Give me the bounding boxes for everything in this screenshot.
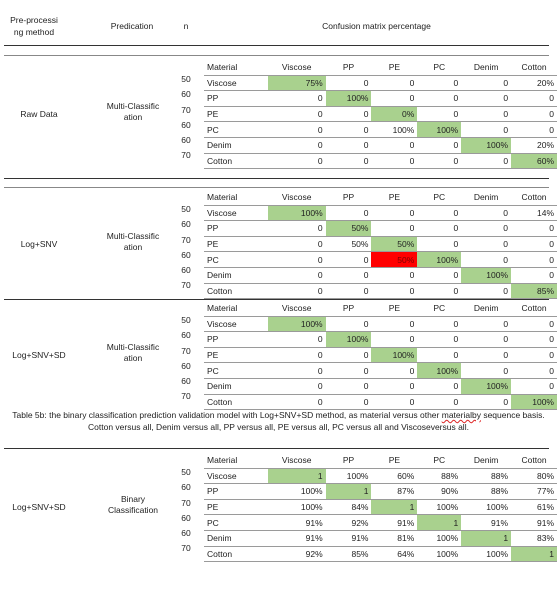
matrix-cell: 20% bbox=[511, 137, 557, 153]
matrix-cell: 0 bbox=[268, 137, 326, 153]
table-header-row bbox=[204, 301, 557, 316]
table-row bbox=[204, 515, 557, 531]
sample-count: 60 bbox=[181, 119, 191, 130]
matrix-cell: 0 bbox=[326, 252, 372, 268]
sample-count: 60 bbox=[181, 482, 191, 493]
material-name: Viscose bbox=[204, 205, 268, 221]
matrix-cell: 80% bbox=[511, 468, 557, 484]
predication-label: Multi-Classific ation bbox=[106, 231, 160, 253]
sample-count: 50 bbox=[181, 467, 191, 478]
matrix-cell: 0 bbox=[417, 236, 461, 252]
matrix-cell: 0 bbox=[511, 316, 557, 332]
table-row bbox=[204, 316, 557, 332]
column-header: PC bbox=[417, 190, 461, 205]
table-row bbox=[204, 468, 557, 484]
matrix-cell: 0 bbox=[326, 122, 372, 138]
matrix-cell: 0 bbox=[371, 267, 417, 283]
matrix-cell: 0 bbox=[461, 122, 511, 138]
method-label: Raw Data bbox=[20, 109, 58, 120]
caption-text-1: Table 5b: the binary classification prediction validation model with Log+SNV+SD method, as material versus other bbox=[12, 410, 442, 420]
material-name: PC bbox=[204, 252, 268, 268]
matrix-cell: 100% bbox=[417, 252, 461, 268]
column-header: PE bbox=[371, 60, 417, 75]
matrix-cell: 0 bbox=[268, 91, 326, 107]
matrix-cell: 0 bbox=[417, 283, 461, 299]
matrix-cell: 0 bbox=[511, 378, 557, 394]
matrix-cell: 0 bbox=[511, 332, 557, 348]
column-header: Denim bbox=[461, 190, 511, 205]
caption-text-2: sequence basis. Cotton versus all, Denim versus all, PP versus all, PE versus all, PC versus all and Viscoseversus all. bbox=[88, 410, 545, 432]
matrix-cell: 0 bbox=[371, 221, 417, 237]
matrix-cell: 0 bbox=[511, 252, 557, 268]
matrix-cell: 0 bbox=[417, 267, 461, 283]
matrix-cell: 85% bbox=[511, 283, 557, 299]
matrix-cell: 92% bbox=[268, 546, 326, 562]
matrix-cell: 0 bbox=[371, 205, 417, 221]
material-name: PE bbox=[204, 236, 268, 252]
matrix-cell: 91% bbox=[371, 515, 417, 531]
predication-label: Multi-Classific ation bbox=[106, 101, 160, 123]
column-header: Denim bbox=[461, 301, 511, 316]
table-row bbox=[204, 267, 557, 283]
matrix-cell: 100% bbox=[417, 530, 461, 546]
matrix-cell: 100% bbox=[268, 484, 326, 500]
column-header: Cotton bbox=[511, 301, 557, 316]
table-header-row bbox=[204, 190, 557, 205]
matrix-cell: 0 bbox=[371, 283, 417, 299]
sample-count: 70 bbox=[181, 345, 191, 356]
material-name: Denim bbox=[204, 137, 268, 153]
table-row bbox=[204, 363, 557, 379]
matrix-cell: 0 bbox=[417, 91, 461, 107]
column-header: PE bbox=[371, 190, 417, 205]
matrix-cell: 0 bbox=[326, 347, 372, 363]
sample-count: 50 bbox=[181, 204, 191, 215]
matrix-cell: 0 bbox=[268, 378, 326, 394]
matrix-cell: 0 bbox=[268, 221, 326, 237]
column-header: PE bbox=[371, 301, 417, 316]
matrix-cell: 0 bbox=[268, 332, 326, 348]
matrix-cell: 50% bbox=[326, 236, 372, 252]
material-name: PE bbox=[204, 499, 268, 515]
column-header: Material bbox=[204, 453, 268, 468]
matrix-cell: 0 bbox=[461, 363, 511, 379]
material-name: Denim bbox=[204, 267, 268, 283]
matrix-cell: 0 bbox=[268, 283, 326, 299]
matrix-cell: 0 bbox=[371, 75, 417, 91]
material-name: Cotton bbox=[204, 153, 268, 169]
method-label: Log+SNV+SD bbox=[12, 502, 66, 513]
header-predication: Predication bbox=[110, 21, 154, 31]
sample-count: 60 bbox=[181, 89, 191, 100]
sample-count: 70 bbox=[181, 391, 191, 402]
table-row bbox=[204, 153, 557, 169]
matrix-cell: 100% bbox=[326, 91, 372, 107]
column-header: PP bbox=[326, 453, 372, 468]
matrix-cell: 0 bbox=[461, 347, 511, 363]
matrix-cell: 0% bbox=[371, 106, 417, 122]
matrix-cell: 60% bbox=[371, 468, 417, 484]
matrix-cell: 81% bbox=[371, 530, 417, 546]
matrix-cell: 0 bbox=[461, 283, 511, 299]
block-divider-1 bbox=[4, 178, 549, 179]
matrix-cell: 64% bbox=[371, 546, 417, 562]
predication-label: Multi-Classific ation bbox=[106, 342, 160, 364]
matrix-cell: 100% bbox=[461, 499, 511, 515]
caption-underlined-word: materialby bbox=[441, 410, 481, 420]
matrix-cell: 60% bbox=[511, 153, 557, 169]
sample-count: 60 bbox=[181, 512, 191, 523]
method-label: Log+SNV+SD bbox=[12, 350, 66, 361]
sample-count: 70 bbox=[181, 234, 191, 245]
table-row bbox=[204, 499, 557, 515]
matrix-cell: 0 bbox=[461, 252, 511, 268]
matrix-cell: 100% bbox=[417, 499, 461, 515]
matrix-cell: 91% bbox=[268, 515, 326, 531]
matrix-cell: 0 bbox=[371, 153, 417, 169]
matrix-cell: 0 bbox=[371, 378, 417, 394]
matrix-cell: 100% bbox=[417, 546, 461, 562]
table-row bbox=[204, 378, 557, 394]
matrix-cell: 92% bbox=[326, 515, 372, 531]
matrix-cell: 1 bbox=[417, 515, 461, 531]
material-name: Denim bbox=[204, 378, 268, 394]
matrix-cell: 0 bbox=[461, 106, 511, 122]
column-header: PC bbox=[417, 60, 461, 75]
material-name: Cotton bbox=[204, 546, 268, 562]
material-name: PP bbox=[204, 332, 268, 348]
column-header: PP bbox=[326, 60, 372, 75]
matrix-cell: 88% bbox=[461, 484, 511, 500]
sample-count: 60 bbox=[181, 376, 191, 386]
table-row bbox=[204, 137, 557, 153]
matrix-cell: 100% bbox=[268, 316, 326, 332]
material-name: PP bbox=[204, 91, 268, 107]
matrix-cell: 0 bbox=[268, 153, 326, 169]
column-header: Material bbox=[204, 190, 268, 205]
sample-count: 60 bbox=[181, 360, 191, 371]
matrix-cell: 100% bbox=[417, 363, 461, 379]
matrix-cell: 0 bbox=[511, 91, 557, 107]
column-header: Viscose bbox=[268, 453, 326, 468]
table-row bbox=[204, 484, 557, 500]
matrix-cell: 83% bbox=[511, 530, 557, 546]
header-rule bbox=[4, 45, 549, 46]
matrix-cell: 0 bbox=[326, 378, 372, 394]
table-header-row bbox=[204, 453, 557, 468]
column-header: PC bbox=[417, 453, 461, 468]
matrix-cell: 0 bbox=[511, 106, 557, 122]
column-header: Material bbox=[204, 301, 268, 316]
matrix-cell: 100% bbox=[326, 332, 372, 348]
method-label: Log+SNV bbox=[20, 239, 58, 250]
matrix-cell: 0 bbox=[417, 153, 461, 169]
matrix-cell: 0 bbox=[371, 91, 417, 107]
matrix-cell: 50% bbox=[371, 252, 417, 268]
matrix-cell: 0 bbox=[326, 153, 372, 169]
matrix-cell: 0 bbox=[511, 363, 557, 379]
matrix-cell: 100% bbox=[511, 394, 557, 410]
table-caption bbox=[8, 409, 549, 433]
block-divider-2 bbox=[4, 299, 549, 300]
matrix-cell: 20% bbox=[511, 75, 557, 91]
table-row bbox=[204, 394, 557, 410]
matrix-cell: 0 bbox=[371, 137, 417, 153]
matrix-cell: 100% bbox=[461, 546, 511, 562]
table-header-row bbox=[204, 60, 557, 75]
matrix-cell: 0 bbox=[461, 75, 511, 91]
matrix-cell: 0 bbox=[417, 221, 461, 237]
material-name: PE bbox=[204, 106, 268, 122]
matrix-cell: 0 bbox=[268, 252, 326, 268]
table-row bbox=[204, 106, 557, 122]
matrix-cell: 0 bbox=[417, 316, 461, 332]
header-n: n bbox=[183, 21, 189, 31]
matrix-cell: 0 bbox=[326, 283, 372, 299]
matrix-cell: 0 bbox=[326, 205, 372, 221]
matrix-cell: 100% bbox=[461, 137, 511, 153]
table-row bbox=[204, 91, 557, 107]
sample-count: 70 bbox=[181, 280, 191, 291]
matrix-cell: 61% bbox=[511, 499, 557, 515]
column-header: PP bbox=[326, 301, 372, 316]
matrix-cell: 0 bbox=[417, 394, 461, 410]
matrix-cell: 0 bbox=[461, 205, 511, 221]
column-header: Viscose bbox=[268, 60, 326, 75]
matrix-cell: 0 bbox=[326, 316, 372, 332]
matrix-cell: 1 bbox=[461, 530, 511, 546]
caption-bottom-rule bbox=[4, 448, 549, 449]
matrix-cell: 77% bbox=[511, 484, 557, 500]
column-header: Denim bbox=[461, 453, 511, 468]
sample-count: 70 bbox=[181, 497, 191, 508]
matrix-cell: 0 bbox=[326, 394, 372, 410]
material-name: Cotton bbox=[204, 394, 268, 410]
matrix-cell: 100% bbox=[371, 347, 417, 363]
material-name: PC bbox=[204, 515, 268, 531]
matrix-cell: 0 bbox=[511, 347, 557, 363]
column-header: Material bbox=[204, 60, 268, 75]
matrix-cell: 0 bbox=[417, 347, 461, 363]
matrix-cell: 91% bbox=[511, 515, 557, 531]
matrix-cell: 0 bbox=[461, 236, 511, 252]
matrix-cell: 0 bbox=[268, 106, 326, 122]
column-header: Cotton bbox=[511, 453, 557, 468]
sample-count: 50 bbox=[181, 315, 191, 326]
matrix-cell: 0 bbox=[461, 153, 511, 169]
matrix-cell: 88% bbox=[461, 468, 511, 484]
sample-count: 60 bbox=[181, 249, 191, 260]
confusion-matrix-table bbox=[204, 453, 557, 562]
matrix-cell: 1 bbox=[268, 468, 326, 484]
matrix-cell: 84% bbox=[326, 499, 372, 515]
header-rule-2 bbox=[4, 55, 549, 56]
column-header: Denim bbox=[461, 60, 511, 75]
sample-count: 50 bbox=[181, 74, 191, 85]
column-header: PE bbox=[371, 453, 417, 468]
matrix-cell: 88% bbox=[417, 468, 461, 484]
material-name: PP bbox=[204, 484, 268, 500]
table-row bbox=[204, 122, 557, 138]
column-header: Cotton bbox=[511, 190, 557, 205]
matrix-cell: 0 bbox=[371, 394, 417, 410]
matrix-cell: 0 bbox=[268, 267, 326, 283]
sample-count: 60 bbox=[181, 528, 191, 538]
matrix-cell: 1 bbox=[371, 499, 417, 515]
matrix-cell: 100% bbox=[268, 499, 326, 515]
material-name: Viscose bbox=[204, 468, 268, 484]
column-header: PP bbox=[326, 190, 372, 205]
confusion-matrix-table bbox=[204, 60, 557, 169]
matrix-cell: 0 bbox=[417, 75, 461, 91]
matrix-cell: 0 bbox=[461, 91, 511, 107]
matrix-cell: 50% bbox=[326, 221, 372, 237]
table-row bbox=[204, 283, 557, 299]
table-row bbox=[204, 530, 557, 546]
sample-count: 60 bbox=[181, 330, 191, 341]
table-row bbox=[204, 347, 557, 363]
matrix-cell: 1 bbox=[326, 484, 372, 500]
matrix-cell: 0 bbox=[511, 221, 557, 237]
sample-count: 70 bbox=[181, 104, 191, 115]
matrix-cell: 0 bbox=[371, 316, 417, 332]
matrix-cell: 100% bbox=[326, 468, 372, 484]
material-name: PC bbox=[204, 122, 268, 138]
material-name: Viscose bbox=[204, 75, 268, 91]
matrix-cell: 0 bbox=[417, 332, 461, 348]
matrix-cell: 0 bbox=[511, 122, 557, 138]
table-row bbox=[204, 332, 557, 348]
matrix-cell: 100% bbox=[268, 205, 326, 221]
material-name: PE bbox=[204, 347, 268, 363]
matrix-cell: 0 bbox=[268, 347, 326, 363]
table-row bbox=[204, 75, 557, 91]
matrix-cell: 0 bbox=[326, 106, 372, 122]
material-name: Denim bbox=[204, 530, 268, 546]
matrix-cell: 0 bbox=[417, 205, 461, 221]
matrix-cell: 0 bbox=[417, 137, 461, 153]
sample-count: 60 bbox=[181, 135, 191, 145]
matrix-cell: 0 bbox=[461, 221, 511, 237]
sample-count: 60 bbox=[181, 265, 191, 275]
material-name: Viscose bbox=[204, 316, 268, 332]
matrix-cell: 0 bbox=[417, 106, 461, 122]
matrix-cell: 100% bbox=[461, 378, 511, 394]
header-preprocessing: Pre-processi ng method bbox=[10, 15, 58, 37]
matrix-cell: 0 bbox=[461, 332, 511, 348]
matrix-cell: 0 bbox=[461, 394, 511, 410]
predication-label: Binary Classification bbox=[107, 494, 159, 516]
table-row bbox=[204, 205, 557, 221]
matrix-cell: 0 bbox=[511, 236, 557, 252]
table-row bbox=[204, 236, 557, 252]
material-name: PC bbox=[204, 363, 268, 379]
column-header: Cotton bbox=[511, 60, 557, 75]
confusion-matrix-table bbox=[204, 190, 557, 299]
matrix-cell: 100% bbox=[371, 122, 417, 138]
sample-count: 60 bbox=[181, 219, 191, 230]
matrix-cell: 0 bbox=[461, 316, 511, 332]
matrix-cell: 0 bbox=[268, 363, 326, 379]
matrix-cell: 0 bbox=[326, 363, 372, 379]
matrix-cell: 100% bbox=[461, 267, 511, 283]
matrix-cell: 91% bbox=[268, 530, 326, 546]
matrix-cell: 87% bbox=[371, 484, 417, 500]
sample-count: 70 bbox=[181, 150, 191, 161]
table-row bbox=[204, 252, 557, 268]
matrix-cell: 1 bbox=[511, 546, 557, 562]
matrix-cell: 85% bbox=[326, 546, 372, 562]
confusion-matrix-table bbox=[204, 301, 557, 410]
matrix-cell: 0 bbox=[326, 137, 372, 153]
matrix-cell: 75% bbox=[268, 75, 326, 91]
table-row bbox=[204, 221, 557, 237]
matrix-cell: 91% bbox=[326, 530, 372, 546]
matrix-cell: 0 bbox=[417, 378, 461, 394]
column-header: Viscose bbox=[268, 301, 326, 316]
matrix-cell: 14% bbox=[511, 205, 557, 221]
column-header: Viscose bbox=[268, 190, 326, 205]
matrix-cell: 0 bbox=[326, 75, 372, 91]
block-divider-1b bbox=[4, 187, 549, 188]
matrix-cell: 91% bbox=[461, 515, 511, 531]
matrix-cell: 0 bbox=[268, 236, 326, 252]
table-row bbox=[204, 546, 557, 562]
sample-count: 70 bbox=[181, 543, 191, 554]
matrix-cell: 100% bbox=[417, 122, 461, 138]
matrix-cell: 0 bbox=[268, 394, 326, 410]
material-name: PP bbox=[204, 221, 268, 237]
column-header: PC bbox=[417, 301, 461, 316]
material-name: Cotton bbox=[204, 283, 268, 299]
matrix-cell: 0 bbox=[371, 363, 417, 379]
matrix-cell: 50% bbox=[371, 236, 417, 252]
matrix-cell: 0 bbox=[268, 122, 326, 138]
matrix-cell: 90% bbox=[417, 484, 461, 500]
matrix-cell: 0 bbox=[511, 267, 557, 283]
matrix-cell: 0 bbox=[371, 332, 417, 348]
header-confusion-matrix: Confusion matrix percentage bbox=[322, 21, 431, 31]
matrix-cell: 0 bbox=[326, 267, 372, 283]
